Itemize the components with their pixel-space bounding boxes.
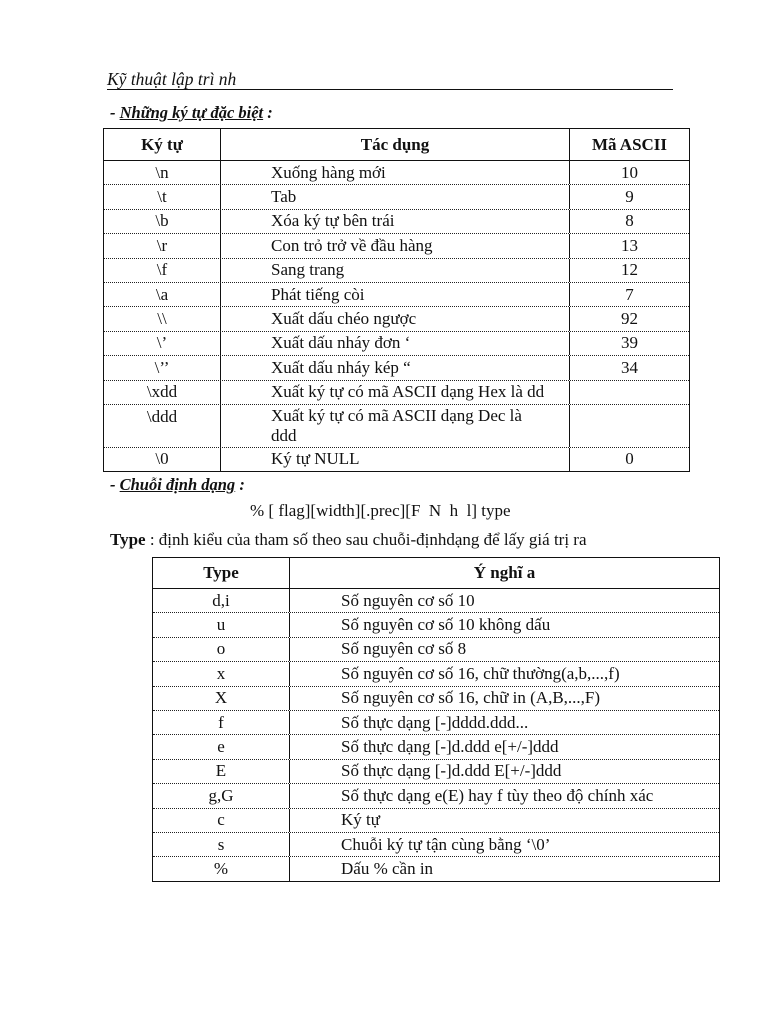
table-row: [104, 381, 689, 405]
escape-ascii-cell: [570, 405, 689, 447]
escape-effect-cell: Xuất dấu nháy kép “: [221, 356, 570, 379]
escape-effect-cell: Xuống hàng mới: [221, 161, 570, 184]
format-string-heading: [110, 475, 245, 495]
table-row: [153, 735, 719, 759]
escape-effect-cell: Xóa ký tự bên trái: [221, 210, 570, 233]
table-row: [104, 405, 689, 448]
meaning-cell: Số thực dạng [-]dddd.ddd...: [341, 712, 529, 732]
header-char: Ký tự: [104, 129, 221, 160]
type-cell: X: [153, 687, 290, 710]
meaning-cell: Số thực dạng e(E) hay f tùy theo độ chính xác: [341, 785, 654, 805]
meaning-cell: Số nguyên cơ số 8: [341, 639, 467, 659]
escape-char-cell: \’: [104, 332, 221, 355]
type-cell: f: [153, 711, 290, 734]
type-label: Type: [110, 530, 146, 549]
escape-char-cell: \\: [104, 307, 221, 330]
escape-effect-text: Xuất ký tự có mã ASCII dạng Dec là ddd: [271, 405, 522, 445]
table-row: [153, 589, 719, 613]
escape-effect-cell: Con trỏ trở về đầu hàng: [221, 234, 570, 257]
table-row: [153, 857, 719, 881]
type-cell: o: [153, 638, 290, 661]
escape-effect-cell: Xuất dấu chéo ngược: [221, 307, 570, 330]
special-chars-heading: [110, 103, 273, 123]
table-row: [153, 784, 719, 808]
table-row: [153, 809, 719, 833]
heading-colon: :: [239, 475, 245, 494]
escape-ascii-cell: 8: [625, 211, 634, 231]
escape-effect-cell: Ký tự NULL: [221, 448, 570, 471]
escape-effect-cell: Xuất ký tự có mã ASCII dạng Hex là dd: [221, 381, 570, 404]
type-text: : định kiểu của tham số theo sau chuỗi-địnhdạng để lấy giá trị ra: [145, 530, 587, 549]
meaning-cell: Số nguyên cơ số 16, chữ in (A,B,...,F): [341, 688, 601, 708]
escape-ascii-cell: 7: [625, 284, 634, 304]
table-row: [153, 662, 719, 686]
escape-char-cell: \ddd: [104, 405, 221, 447]
escape-ascii-cell: [570, 381, 689, 404]
table-row: [153, 760, 719, 784]
table-row: [153, 638, 719, 662]
escape-char-cell: \0: [104, 448, 221, 471]
escape-ascii-cell: 12: [621, 260, 638, 280]
meaning-cell: Số thực dạng [-]d.ddd e[+/-]ddd: [341, 737, 559, 757]
heading-title: Chuỗi định dạng: [119, 475, 236, 494]
meaning-cell: Ký tự: [341, 810, 380, 830]
escape-char-cell: \a: [104, 283, 221, 306]
escape-char-cell: \r: [104, 234, 221, 257]
table-row: [104, 332, 689, 356]
type-cell: E: [153, 760, 290, 783]
escape-effect-cell: Sang trang: [221, 259, 570, 282]
type-description: [110, 530, 587, 550]
table-row: [153, 711, 719, 735]
escape-effect-cell: Xuất dấu nháy đơn ‘: [221, 332, 570, 355]
meaning-cell: Dấu % cần in: [341, 859, 434, 879]
type-cell: %: [153, 857, 290, 881]
escape-char-cell: \b: [104, 210, 221, 233]
escape-char-cell: \’’: [104, 356, 221, 379]
table-row: [104, 307, 689, 331]
meaning-cell: Chuỗi ký tự tận cùng bằng ‘\0’: [341, 834, 551, 854]
escape-effect-cell: [221, 405, 570, 447]
escape-ascii-cell: 10: [621, 162, 638, 182]
escape-ascii-cell: 13: [621, 235, 638, 255]
table-row: [153, 687, 719, 711]
table-row: [104, 259, 689, 283]
escape-effect-cell: Tab: [221, 185, 570, 208]
escape-char-cell: \n: [104, 161, 221, 184]
running-header-title: Kỹ thuật lập trì nh: [107, 69, 237, 89]
escape-effect-cell: Phát tiếng còi: [221, 283, 570, 306]
table-row: [104, 234, 689, 258]
meaning-cell: Số nguyên cơ số 10: [341, 590, 475, 610]
meaning-cell: Số thực dạng [-]d.ddd E[+/-]ddd: [341, 761, 562, 781]
type-table-header: [153, 558, 719, 589]
heading-colon: :: [267, 103, 273, 122]
table-row: [104, 161, 689, 185]
header-type: Type: [153, 558, 290, 588]
table-row: [104, 210, 689, 234]
heading-title: Những ký tự đặc biệt: [119, 103, 264, 122]
table-row: [104, 185, 689, 209]
type-table: [152, 557, 720, 882]
meaning-cell: Số nguyên cơ số 10 không dấu: [341, 615, 551, 635]
type-cell: c: [153, 809, 290, 832]
type-cell: s: [153, 833, 290, 856]
escape-ascii-cell: 34: [621, 357, 638, 377]
escape-char-cell: \t: [104, 185, 221, 208]
type-cell: x: [153, 662, 290, 685]
table-row: [104, 448, 689, 471]
header-meaning: Ý nghĩ a: [473, 563, 536, 582]
escape-table: [103, 128, 690, 472]
header-effect: Tác dụng: [221, 129, 570, 160]
table-row: [153, 833, 719, 857]
table-row: [104, 356, 689, 380]
escape-ascii-cell: 92: [621, 309, 638, 329]
table-row: [153, 613, 719, 637]
header-ascii: Mã ASCII: [591, 134, 668, 154]
escape-ascii-cell: 0: [625, 449, 634, 469]
escape-ascii-cell: 9: [625, 187, 634, 207]
format-syntax: % [ flag][width][.prec][F N h l] type: [250, 501, 511, 520]
escape-ascii-cell: 39: [621, 333, 638, 353]
type-cell: d,i: [153, 589, 290, 612]
type-cell: u: [153, 613, 290, 636]
meaning-cell: Số nguyên cơ số 16, chữ thường(a,b,...,f): [341, 663, 620, 683]
heading-dash: -: [110, 103, 116, 122]
escape-char-cell: \xdd: [104, 381, 221, 404]
table-row: [104, 283, 689, 307]
heading-dash: -: [110, 475, 116, 494]
type-cell: g,G: [153, 784, 290, 807]
escape-char-cell: \f: [104, 259, 221, 282]
escape-table-header: [104, 129, 689, 161]
type-cell: e: [153, 735, 290, 758]
header-rule: [107, 89, 673, 90]
